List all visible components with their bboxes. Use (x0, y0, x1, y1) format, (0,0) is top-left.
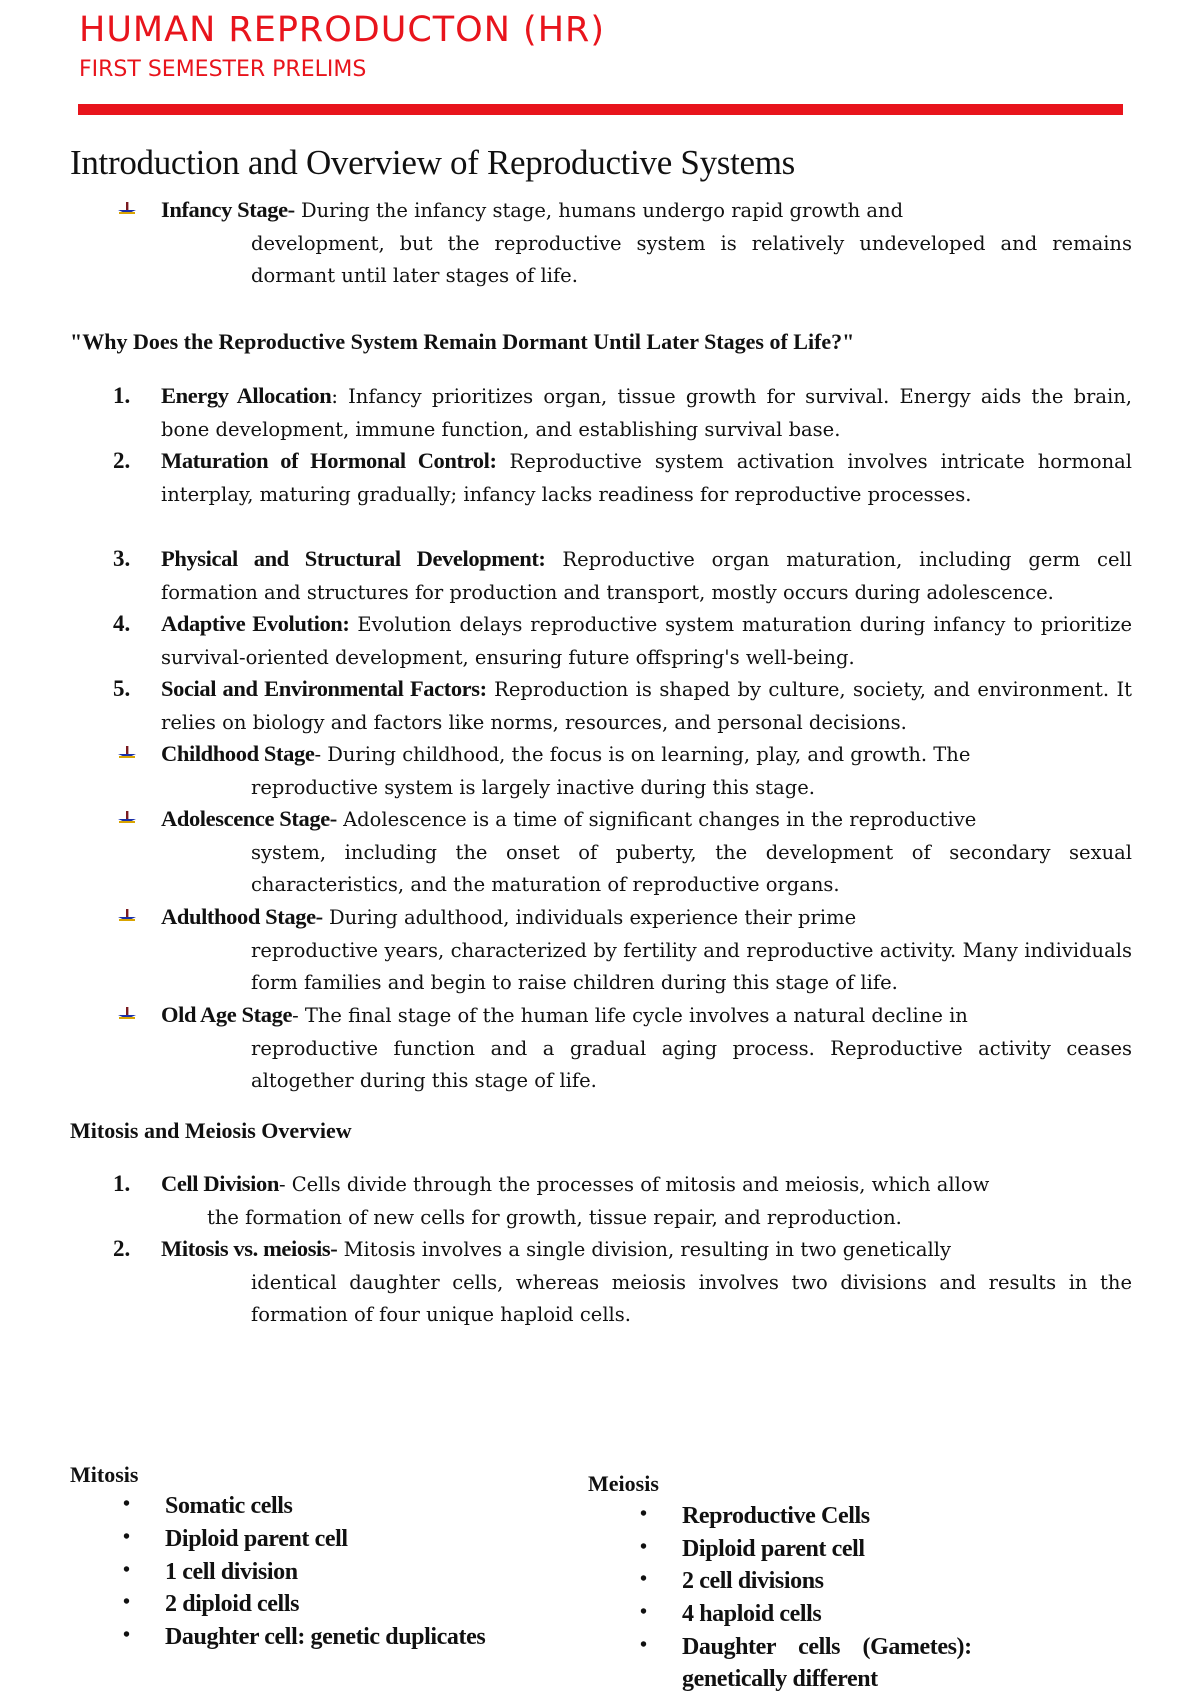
list-number: 2. (113, 1236, 131, 1261)
section-heading: Introduction and Overview of Reproductive Systems (70, 143, 796, 182)
stage-text: During adulthood, individuals experience their prime (322, 906, 857, 929)
reason-text: Reproduction is shaped by culture, society, and environment. It relies on biology and factors like norms, resources, and personal decisions. (161, 678, 1132, 734)
reason-text: Reproductive organ maturation, including germ cell formation and structures for production and transport, mostly occurs during adolescence. (161, 548, 1132, 604)
list-text: genetically different (682, 1666, 878, 1692)
list-text: 2 diploid cells (165, 1591, 300, 1617)
bullet-icon: • (640, 1634, 648, 1656)
reason-label: Energy Allocation (161, 383, 332, 408)
bullet-icon: • (123, 1493, 131, 1515)
stage-text: During the infancy stage, humans undergo rapid growth and (294, 199, 904, 222)
stage-text-cont: reproductive years, characterized by fertility and reproductive activity. Many individuals form families and begin to raise children during this stage of life. (251, 938, 1132, 995)
list-number: 3. (113, 546, 131, 571)
arrow-bullet-icon (117, 1006, 137, 1026)
bullet-icon: • (123, 1559, 131, 1581)
header-rule (78, 104, 1123, 115)
stage-label: Adulthood Stage- (161, 904, 323, 929)
stage-text-cont: reproductive function and a gradual aging process. Reproductive activity ceases altogether during this stage of life. (251, 1036, 1132, 1093)
list-text: Diploid parent cell (165, 1526, 348, 1552)
list-text: 1 cell division (165, 1559, 298, 1585)
overview-text-cont: identical daughter cells, whereas meiosis involves two divisions and results in the formation of four unique haploid cells. (251, 1270, 1132, 1327)
list-text: Diploid parent cell (682, 1536, 865, 1562)
list-number: 1. (113, 1171, 131, 1196)
stage-label: Infancy Stage- (161, 197, 295, 222)
reason-text: Evolution delays reproductive system maturation during infancy to prioritize survival-oriented development, ensuring future offspring's well-being. (161, 613, 1132, 669)
list-number: 4. (113, 611, 131, 636)
reason-text: : Infancy prioritizes organ, tissue growth for survival. Energy aids the brain, bone development, immune function, and establishing survival base. (161, 385, 1132, 441)
document-title: HUMAN REPRODUCTON (HR) (79, 10, 605, 50)
bullet-icon: • (640, 1536, 648, 1558)
list-number: 2. (113, 448, 131, 473)
list-text: 4 haploid cells (682, 1601, 822, 1627)
stage-label: Adolescence Stage- (161, 806, 337, 831)
list-text: Reproductive Cells (682, 1503, 870, 1529)
arrow-bullet-icon (117, 810, 137, 830)
overview-text: - Cells divide through the processes of mitosis and meiosis, which allow (278, 1173, 990, 1196)
meiosis-title: Meiosis (588, 1471, 659, 1496)
overview-label: Cell Division (161, 1171, 279, 1196)
list-text: Somatic cells (165, 1493, 293, 1519)
arrow-bullet-icon (117, 745, 137, 765)
bullet-icon: • (123, 1591, 131, 1613)
list-number: 1. (113, 383, 131, 408)
reason-label: Physical and Structural Development: (161, 546, 546, 571)
stage-text: - During childhood, the focus is on learning, play, and growth. The (314, 743, 971, 766)
stage-text: Adolescence is a time of significant changes in the reproductive (336, 808, 977, 831)
stage-label: Childhood Stage (161, 741, 315, 766)
arrow-bullet-icon (117, 908, 137, 928)
stage-text-cont: reproductive system is largely inactive during this stage. (251, 775, 815, 799)
bullet-icon: • (640, 1601, 648, 1623)
list-text: Daughter cell: genetic duplicates (165, 1624, 486, 1650)
mitosis-overview-heading: Mitosis and Meiosis Overview (70, 1118, 352, 1143)
stage-text-cont: development, but the reproductive system is relatively undeveloped and remains dormant until later stages of life. (251, 231, 1132, 288)
reason-label: Social and Environmental Factors: (161, 676, 487, 701)
document-subtitle: FIRST SEMESTER PRELIMS (79, 57, 367, 82)
overview-text-cont: the formation of new cells for growth, tissue repair, and reproduction. (207, 1205, 902, 1229)
mitosis-title: Mitosis (70, 1462, 139, 1487)
overview-label: Mitosis vs. meiosis- (161, 1236, 338, 1261)
arrow-bullet-icon (117, 201, 137, 221)
reason-label: Maturation of Hormonal Control: (161, 448, 497, 473)
bullet-icon: • (640, 1568, 648, 1590)
bullet-icon: • (640, 1503, 648, 1525)
bullet-icon: • (123, 1526, 131, 1548)
overview-text: Mitosis involves a single division, resulting in two genetically (337, 1238, 952, 1261)
reason-label: Adaptive Evolution: (161, 611, 350, 636)
question-heading: "Why Does the Reproductive System Remain Dormant Until Later Stages of Life?" (70, 329, 855, 354)
list-text: 2 cell divisions (682, 1568, 824, 1594)
stage-text-cont: system, including the onset of puberty, the development of secondary sexual characteristics, and the maturation of reproductive organs. (251, 840, 1132, 897)
list-number: 5. (113, 676, 131, 701)
bullet-icon: • (123, 1624, 131, 1646)
reason-text: Reproductive system activation involves intricate hormonal interplay, maturing gradually; infancy lacks readiness for reproductive processes. (161, 450, 1132, 506)
stage-label: Old Age Stage (161, 1002, 293, 1027)
stage-text: - The final stage of the human life cycle involves a natural decline in (292, 1004, 968, 1027)
list-text: Daughter cells (Gametes): (682, 1634, 972, 1660)
